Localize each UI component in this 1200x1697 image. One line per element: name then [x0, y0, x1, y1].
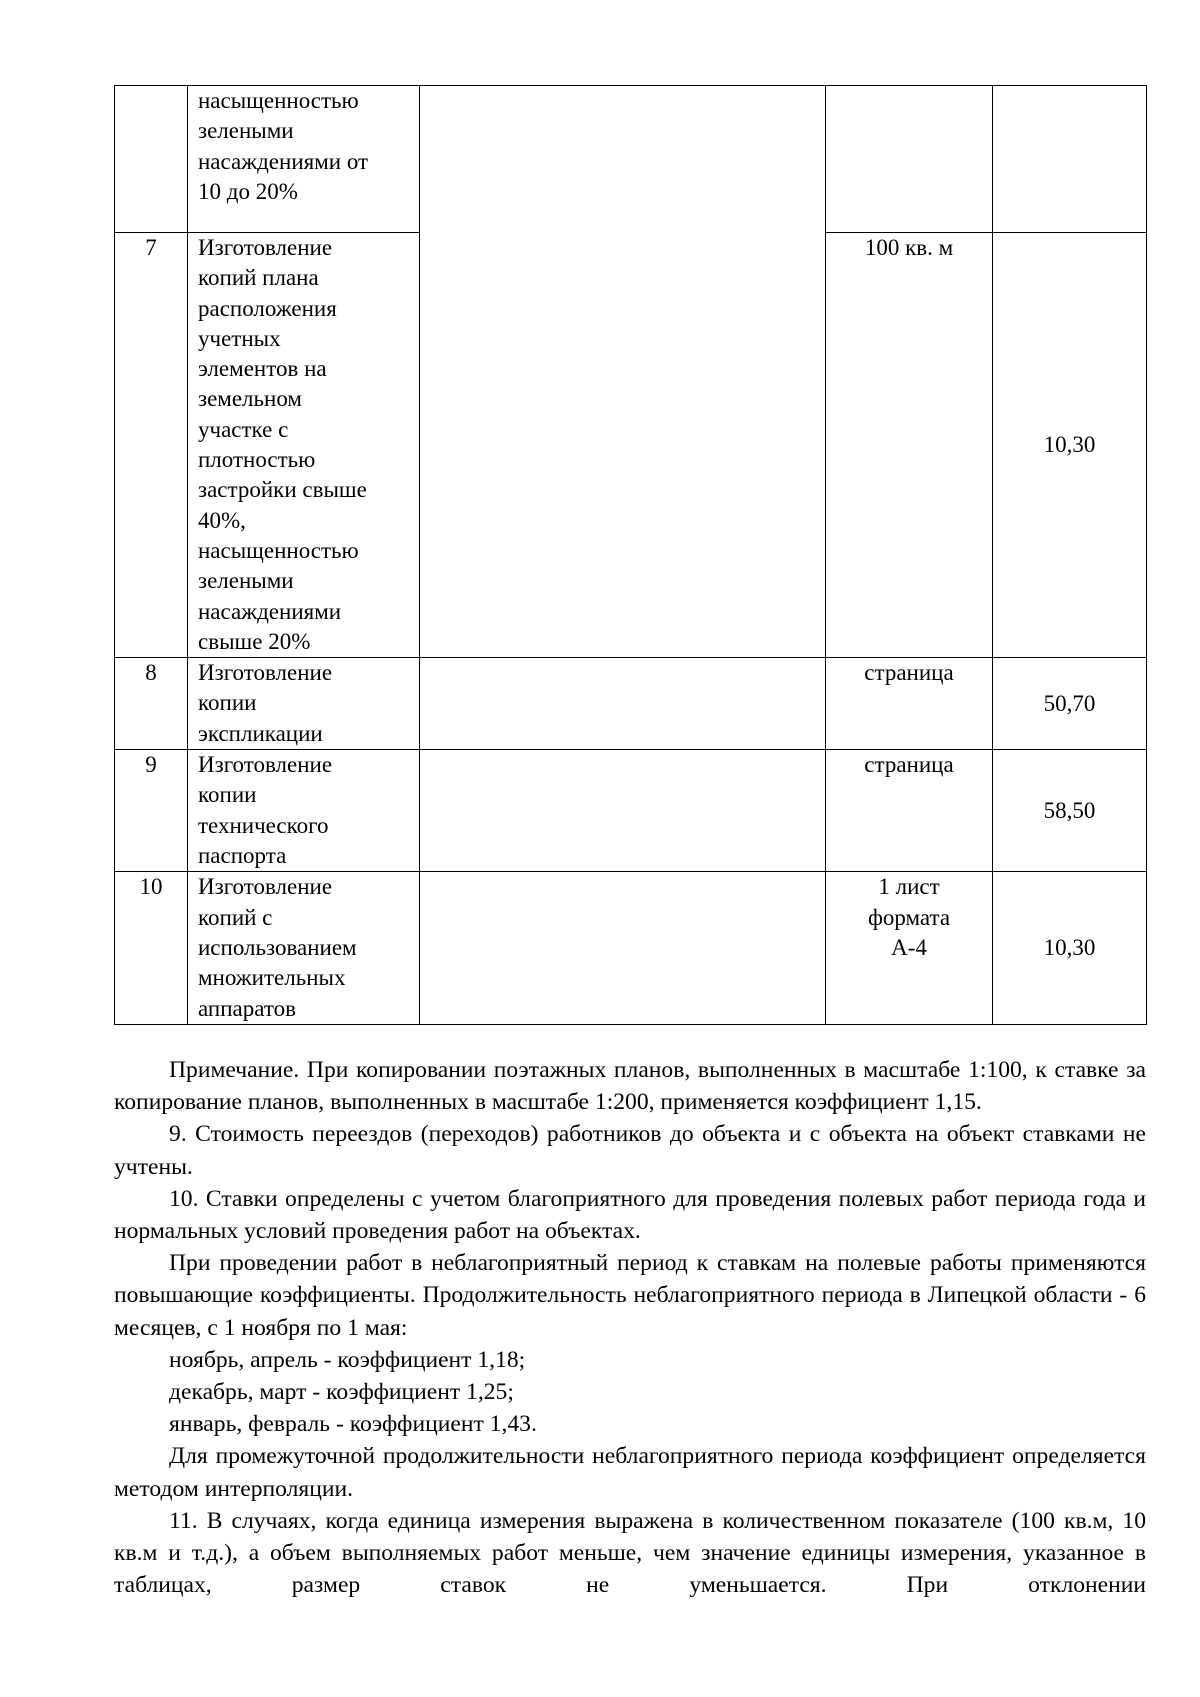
paragraph-9: 9. Стоимость переездов (переходов) работников до объекта и с объекта на объект ставками не учтены.	[114, 1121, 1146, 1180]
unfavorable-period-paragraph: При проведении работ в неблагоприятный период к ставкам на полевые работы применяются повышающие коэффициенты. Продолжительность неблагоприятного периода в Липецкой области - 6 месяцев, с 1 ноября по 1 мая:	[114, 1250, 1146, 1341]
table-row	[115, 750, 1147, 872]
coefficient-line: декабрь, март - коэффициент 1,25;	[169, 1379, 514, 1406]
rates-table	[114, 85, 1147, 1025]
row-number-cell: 7	[115, 233, 188, 658]
unit-cell	[826, 86, 993, 233]
empty-cell	[420, 658, 826, 750]
price-cell: 10,30	[993, 233, 1147, 658]
table-row	[115, 872, 1147, 1025]
body-text	[114, 1054, 1146, 1601]
price-cell: 50,70	[993, 658, 1147, 750]
empty-merged-cell	[420, 86, 826, 658]
unit-cell: 100 кв. м	[826, 233, 993, 658]
unit-cell: страница	[826, 750, 993, 872]
price-cell	[993, 86, 1147, 233]
unit-cell: 1 лист формата А-4	[826, 872, 993, 1025]
row-number-cell	[115, 86, 188, 233]
work-name-cell: Изготовление копий плана расположения учетных элементов на земельном участке с плотностью застройки свыше 40%, насыщенностью зелеными насаждениями свыше 20%	[188, 233, 420, 658]
empty-cell	[420, 872, 826, 1025]
interpolation-paragraph: Для промежуточной продолжительности неблагоприятного периода коэффициент определяется методом интерполяции.	[114, 1443, 1146, 1502]
unit-cell: страница	[826, 658, 993, 750]
price-cell: 10,30	[993, 872, 1147, 1025]
paragraph-10: 10. Ставки определены с учетом благоприятного для проведения полевых работ периода года и нормальных условий проведения работ на объектах.	[114, 1185, 1146, 1245]
work-name-cell: Изготовление копии экспликации	[188, 658, 420, 750]
empty-cell	[420, 750, 826, 872]
row-number-cell: 10	[115, 872, 188, 1025]
coefficient-line: январь, февраль - коэффициент 1,43.	[169, 1411, 537, 1438]
work-name-cell: Изготовление копии технического паспорта	[188, 750, 420, 872]
table-row	[115, 86, 1147, 233]
row-number-cell: 8	[115, 658, 188, 750]
note-paragraph: Примечание. При копировании поэтажных планов, выполненных в масштабе 1:100, к ставке за копирование планов, выполненных в масштабе 1:200, применяется коэффициент 1,15.	[114, 1057, 1146, 1116]
coefficient-line: ноябрь, апрель - коэффициент 1,18;	[169, 1346, 526, 1373]
price-cell: 58,50	[993, 750, 1147, 872]
paragraph-11: 11. В случаях, когда единица измерения выражена в количественном показателе (100 кв.м, 10 кв.м и т.д.), а объем выполняемых работ меньше, чем значение единицы измерения, указанное в таблицах, размер ставок не уменьшается. При отклонении	[114, 1507, 1146, 1599]
row-number-cell: 9	[115, 750, 188, 872]
work-name-cell: Изготовление копий с использованием множительных аппаратов	[188, 872, 420, 1025]
table-row	[115, 658, 1147, 750]
work-name-cell: насыщенностью зелеными насаждениями от 10 до 20%	[188, 86, 420, 233]
